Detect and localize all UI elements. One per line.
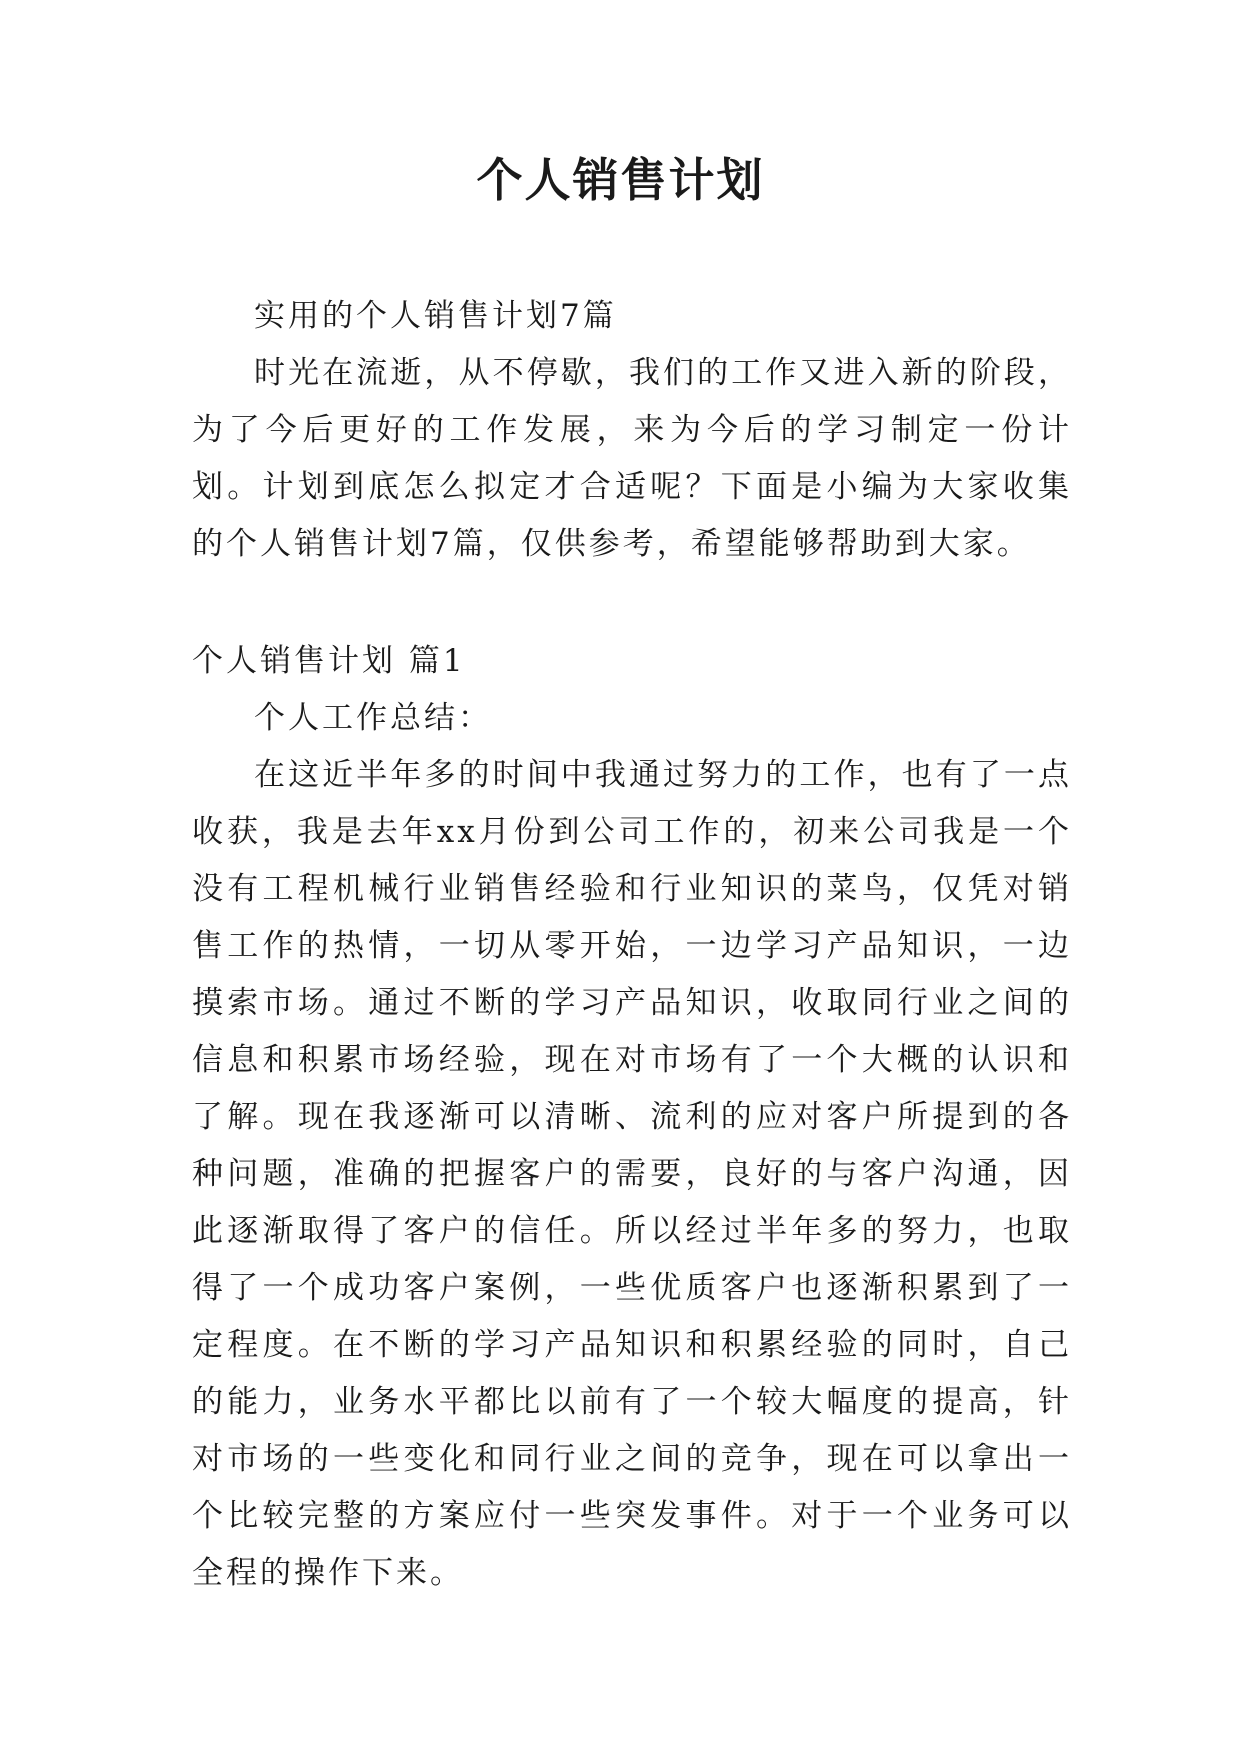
section-heading: 个人销售计划 篇1 bbox=[192, 643, 466, 679]
document-title: 个人销售计划 bbox=[476, 153, 765, 207]
intro-paragraph: 时光在流逝，从不停歇，我们的工作又进入新的阶段，为了今后更好的工作发展，来为今后的学习制定一份计划。计划到底怎么拟定才合适呢？下面是小编为大家收集的个人销售计划7篇，仅供参考，希望能够帮助到大家。 bbox=[192, 355, 1072, 562]
document-body bbox=[192, 288, 1072, 1602]
section-label: 个人工作总结： bbox=[254, 700, 492, 736]
document-subtitle: 实用的个人销售计划7篇 bbox=[254, 298, 617, 334]
section-body-paragraph: 在这近半年多的时间中我通过努力的工作，也有了一点收获，我是去年xx月份到公司工作的，初来公司我是一个没有工程机械行业销售经验和行业知识的菜鸟，仅凭对销售工作的热情，一切从零开始，一边学习产品知识，一边摸索市场。通过不断的学习产品知识，收取同行业之间的信息和积累市场经验，现在对市场有了一个大概的认识和了解。现在我逐渐可以清晰、流利的应对客户所提到的各种问题，准确的把握客户的需要，良好的与客户沟通，因此逐渐取得了客户的信任。所以经过半年多的努力，也取得了一个成功客户案例，一些优质客户也逐渐积累到了一定程度。在不断的学习产品知识和积累经验的同时，自己的能力，业务水平都比以前有了一个较大幅度的提高，针对市场的一些变化和同行业之间的竞争，现在可以拿出一个比较完整的方案应付一些突发事件。对于一个业务可以全程的操作下来。 bbox=[192, 757, 1072, 1591]
